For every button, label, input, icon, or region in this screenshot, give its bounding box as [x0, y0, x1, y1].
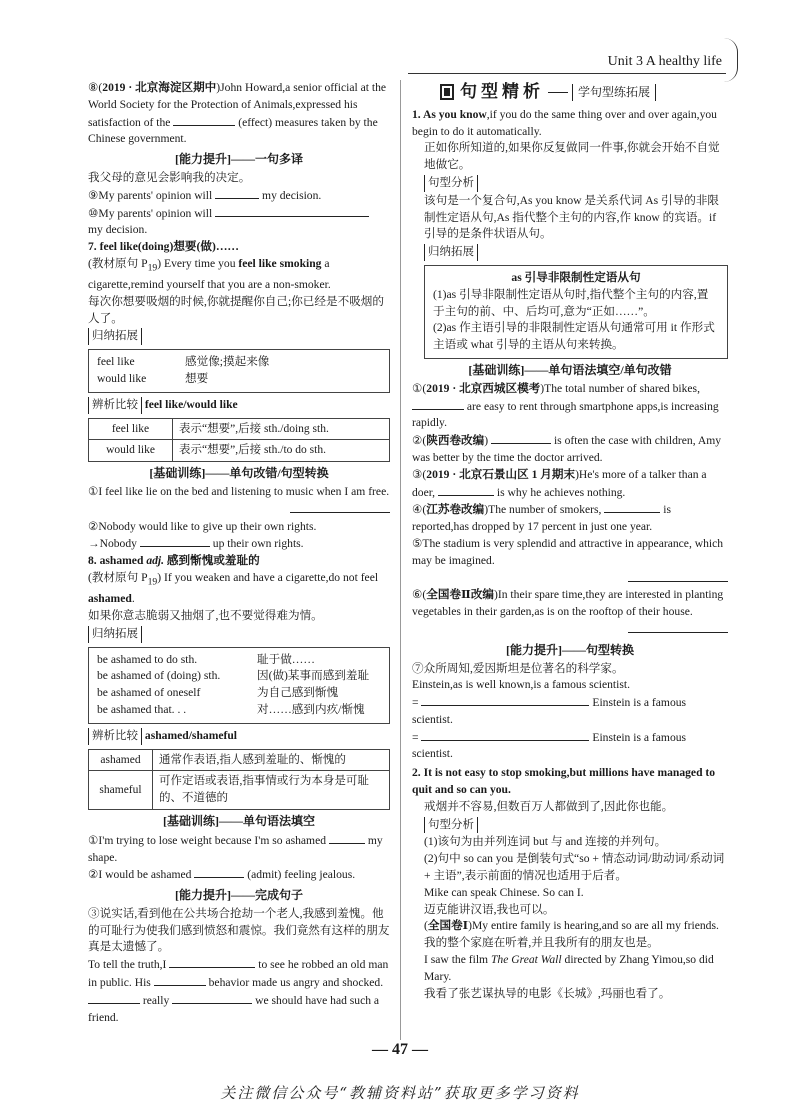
- example-3-translation: 我看了张艺谋执导的电影《长城》,玛丽也看了。: [424, 986, 671, 1000]
- answer-blank[interactable]: [215, 187, 259, 199]
- right-question-7-sentence: Einstein,as is well known,is a famous scientist.: [412, 678, 630, 692]
- translate-prompt: 我父母的意见会影响我的决定。: [88, 170, 251, 184]
- example-2: (全国卷Ⅰ)My entire family is hearing,and so are all my friends.: [424, 919, 719, 933]
- header-rule: [408, 73, 726, 74]
- answer-blank[interactable]: [169, 956, 255, 968]
- right-question-5: ⑤The stadium is very splendid and attractive in appearance, which may be imagined.: [412, 536, 724, 567]
- ability2-prompt: ③说实话,看到他在公共场合抢劫一个老人,我感到羞愧。他的可耻行为使我们感到愤怒和震惊。我们竟然有这样的朋友真是太遗憾了。: [88, 906, 390, 954]
- right-question-7-rewrite-2: = Einstein is a famous scientist.: [412, 730, 687, 761]
- answer-blank[interactable]: [438, 484, 494, 496]
- compare-header: 辨析比较 feel like/would like: [88, 396, 390, 415]
- summary-row: be ashamed to do sth. 耻于做……: [97, 652, 315, 666]
- analysis-tag-wrap: 句型分析: [412, 174, 728, 193]
- entry-7-summary-box: [88, 349, 390, 393]
- entry-7-source: (教材原句 $P_{19}$) Every time you feel like smoking a cigarette,remind yourself that you are a non-smoker.: [88, 256, 331, 292]
- page-number: — 47 —: [372, 1041, 428, 1058]
- answer-blank[interactable]: [172, 992, 252, 1004]
- right-question-3: ③(2019 · 北京石景山区 1 月期末)He's more of a talker than a doer, is why he achieves nothing.: [412, 467, 707, 499]
- title-connector: [548, 92, 568, 93]
- basic1-question-2b: →Nobody up their own rights.: [88, 537, 304, 551]
- sentence-2-analysis-1: (1)该句为由并列连词 but 与 and 连接的并列句。: [424, 835, 667, 849]
- summary-tag: 归纳拓展: [88, 328, 142, 345]
- table-row: shameful 可作定语或表语,指事情或行为本身是可耻的、不道德的: [89, 771, 390, 810]
- answer-blank[interactable]: [290, 501, 390, 513]
- entry-8-summary-box: [88, 647, 390, 724]
- question-9: ⑨My parents' opinion will my decision.: [88, 188, 322, 202]
- right-question-1: ①(2019 · 北京西城区模考)The total number of shared bikes, are easy to rent through smartphone apps,is increasing rapidly.: [412, 381, 719, 430]
- section-heading: [能力提升]——句型转换: [506, 642, 634, 657]
- analysis-tag-wrap: 句型分析: [412, 816, 728, 835]
- entry-8-translation: 如果你意志脆弱又抽烟了,也不要觉得难为情。: [88, 608, 323, 622]
- footer-note: 关注微信公众号“教辅资料站”获取更多学习资料: [220, 1084, 580, 1102]
- right-question-2: ②(陕西卷改编) is often the case with children, Amy was better by the time the doctor arrived.: [412, 434, 722, 464]
- sentence-2: 2. It is not easy to stop smoking,but millions have managed to quit and so can you.: [412, 766, 716, 797]
- entry-8-title: 8. ashamed adj. 感到惭愧或羞耻的: [88, 554, 260, 568]
- right-column: [412, 80, 728, 1002]
- basic1-question-1: ①I feel like lie on the bed and listening to music when I am free.: [88, 485, 390, 499]
- summary-row: would like 想要: [97, 372, 209, 386]
- basic2-question-1: ①I'm trying to lose weight because I'm so ashamed my shape.: [88, 833, 383, 864]
- example-1-translation: 迈克能讲汉语,我也可以。: [424, 902, 555, 916]
- sentence-1-translation: 正如你所知道的,如果你反复做同一件事,你就会开始不自觉地做它。: [424, 141, 720, 172]
- answer-blank[interactable]: [421, 729, 589, 741]
- table-row: would like 表示“想要”,后接 sth./to do sth.: [89, 440, 390, 462]
- right-question-7-prompt: ⑦众所周知,爱因斯坦是位著名的科学家。: [412, 661, 624, 675]
- summary-row: feel like 感觉像;摸起来像: [97, 355, 270, 369]
- section-heading: [基础训练]——单句改错/句型转换: [149, 466, 329, 481]
- answer-blank[interactable]: [628, 570, 728, 582]
- unit-header: Unit 3 A healthy life: [607, 54, 722, 69]
- summary-row: be ashamed of (doing) sth. 因(做)某事而感到羞耻: [97, 669, 370, 683]
- summary-tag-wrap: 归纳拓展: [412, 243, 728, 262]
- summary-row: be ashamed that. . . 对……感到内疚/惭愧: [97, 702, 365, 716]
- header-decoration: [724, 38, 738, 82]
- right-question-4: ④(江苏卷改编)The number of smokers, is reported,has dropped by 17 percent in just one year.: [412, 503, 671, 534]
- entry-7-title: 7. feel like(doing)想要(做)……: [88, 240, 240, 254]
- section-heading: [基础训练]——单句语法填空: [163, 813, 315, 828]
- example-1: Mike can speak Chinese. So can I.: [424, 885, 584, 899]
- question-10: ⑩My parents' opinion will my decision.: [88, 205, 390, 240]
- sentence-1-analysis: 该句是一个复合句,As you know 是关系代词 As 引导的非限制性定语从句,As 指代整个主句的内容,作 know 的宾语。if 引导的是条件状语从句。: [424, 193, 720, 241]
- summary-row: be ashamed of oneself 为自己感到惭愧: [97, 686, 339, 700]
- sentence-1: 1. As you know,if you do the same thing over and over again,you begin to do it automatically.: [412, 107, 717, 138]
- entry-8-compare-table: [88, 749, 390, 810]
- answer-line-wrap: [412, 570, 728, 588]
- entry-7-compare-table: [88, 418, 390, 463]
- table-row: ashamed 通常作表语,指人感到羞耻的、惭愧的: [89, 749, 390, 771]
- table-row: feel like 表示“想要”,后接 sth./doing sth.: [89, 418, 390, 440]
- summary-tag: 归纳拓展: [88, 626, 142, 643]
- answer-blank[interactable]: [412, 398, 464, 410]
- column-divider: [400, 80, 401, 1040]
- ability2-sentence: To tell the truth,I to see he robbed an old man in public. His behavior made us angry and shocked. really we should have had such a friend.: [88, 958, 389, 1024]
- example-2-translation: 我的整个家庭在听着,并且我所有的朋友也是。: [424, 936, 659, 950]
- answer-blank[interactable]: [215, 205, 369, 217]
- answer-line-wrap: [412, 621, 728, 639]
- answer-blank[interactable]: [140, 535, 210, 547]
- answer-blank[interactable]: [173, 114, 235, 126]
- section-heading: [能力提升]——一句多译: [175, 152, 303, 167]
- book-icon: [440, 84, 454, 100]
- section-heading: [基础训练]——单句语法填空/单句改错: [468, 362, 672, 377]
- sentence-2-analysis-2: (2)句中 so can you 是倒装句式“so + 情态动词/助动词/系动词 + 主语”,表示前面的情况也适用于后者。: [424, 852, 725, 883]
- answer-line-wrap: [88, 501, 390, 519]
- sentence-2-translation: 戒烟并不容易,但数百万人都做到了,因此你也能。: [424, 799, 674, 813]
- answer-blank[interactable]: [154, 974, 206, 986]
- entry-7-translation: 每次你想要吸烟的时候,你就提醒你自己;你已经是不吸烟的人了。: [88, 294, 384, 325]
- left-column: [88, 80, 390, 1026]
- right-question-7-rewrite-1: = Einstein is a famous scientist.: [412, 696, 687, 726]
- answer-blank[interactable]: [604, 501, 660, 513]
- compare-header: 辨析比较 ashamed/shameful: [88, 727, 390, 746]
- right-question-6: ⑥(全国卷Ⅱ改编)In their spare time,they are interested in planting vegetables in their garden,as is on the rooftop of their house.: [412, 588, 724, 619]
- answer-blank[interactable]: [421, 694, 589, 706]
- section-heading: [能力提升]——完成句子: [175, 888, 303, 903]
- example-3: I saw the film The Great Wall directed by Zhang Yimou,so did Mary.: [424, 953, 714, 983]
- answer-blank[interactable]: [628, 621, 728, 633]
- grammar-box: as 引导非限制性定语从句 (1)as 引导非限制性定语从句时,指代整个主句的内容,置于主句的前、中、后均可,意为“正如……”。 (2)as 作主语引导的非限制性定语从句通常可用 it 作形式主语或 what 引导的主语从句来转换。: [424, 265, 728, 359]
- basic2-question-2: ②I would be ashamed (admit) feeling jealous.: [88, 868, 356, 882]
- basic1-question-2: ②Nobody would like to give up their own rights.: [88, 519, 317, 533]
- entry-8-source: (教材原句 $P_{19}$) If you weaken and have a cigarette,do not feel ashamed.: [88, 571, 379, 606]
- answer-blank[interactable]: [194, 866, 244, 878]
- section-title: 句型精析 学句型练拓展: [440, 84, 728, 101]
- answer-blank[interactable]: [88, 992, 140, 1004]
- answer-blank[interactable]: [329, 832, 365, 844]
- answer-blank[interactable]: [491, 432, 551, 444]
- question-8: ⑧(2019 · 北京海淀区期中)John Howard,a senior official at the World Society for the Protection of Animals,expressed his satisfaction of the (effect) measures taken by the Chinese government.: [88, 81, 387, 146]
